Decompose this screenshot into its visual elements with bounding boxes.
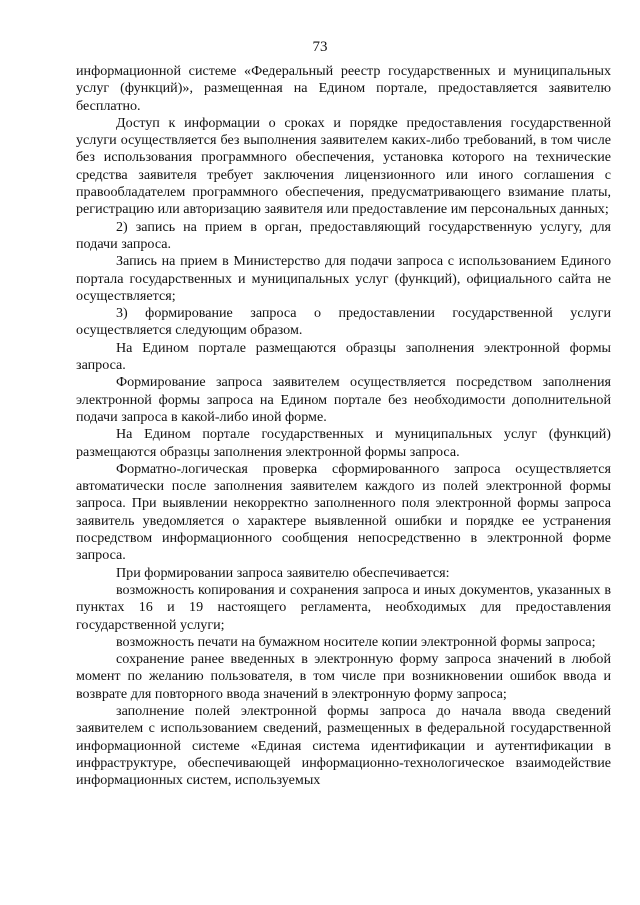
paragraph: заполнение полей электронной формы запроса до начала ввода сведений заявителем с использованием сведений, размещенных в федеральной государственной информационной системе «Единая система идентификации и аутентификации в инфраструктуре, обеспечивающей информационно-технологическое взаимодействие информационных систем, используемых <box>76 702 611 789</box>
paragraph: возможность копирования и сохранения запроса и иных документов, указанных в пунктах 16 и 19 настоящего регламента, необходимых для предоставления государственной услуги; <box>76 581 611 633</box>
page-number: 73 <box>312 39 328 55</box>
paragraph: Формирование запроса заявителем осуществляется посредством заполнения электронной формы запроса на Едином портале без необходимости дополнительной подачи запроса в какой-либо иной форме. <box>76 374 611 425</box>
paragraph: 3) формирование запроса о предоставлении государственной услуги осуществляется следующим образом. <box>76 305 611 339</box>
paragraph: На Едином портале размещаются образцы заполнения электронной формы запроса. <box>76 339 611 374</box>
document-body <box>76 63 611 789</box>
paragraph: сохранение ранее введенных в электронную форму запроса значений в любой момент по желанию пользователя, в том числе при возникновении ошибок ввода и возврате для повторного ввода значений в электронную форму запроса; <box>76 651 611 702</box>
paragraph: возможность печати на бумажном носителе копии электронной формы запроса; <box>116 633 596 650</box>
paragraph: Форматно-логическая проверка сформированного запроса осуществляется автоматически после заполнения заявителем каждого из полей электронной формы запроса. При выявлении некорректно заполненного поля электронной формы запроса заявитель уведомляется о характере выявленной ошибки и порядке ее устранения посредством информационного сообщения непосредственно в электронной форме запроса. <box>76 460 611 564</box>
paragraph: Запись на прием в Министерство для подачи запроса с использованием Единого портала государственных и муниципальных услуг (функций), официального сайта не осуществляется; <box>76 253 611 304</box>
paragraph: Доступ к информации о сроках и порядке предоставления государственной услуги осуществляется без выполнения заявителем каких-либо требований, в том числе без использования программного обеспечения, установка которого на технические средства заявителя требует заключения лицензионного или иного соглашения с правообладателем программного обеспечения, предусматривающего взимание платы, регистрацию или авторизацию заявителя или предоставление им персональных данных; <box>76 114 611 218</box>
paragraph: 2) запись на прием в орган, предоставляющий государственную услугу, для подачи запроса. <box>76 218 611 252</box>
paragraph: информационной системе «Федеральный реестр государственных и муниципальных услуг (функций)», размещенная на Едином портале, предоставляется заявителю бесплатно. <box>76 63 611 114</box>
paragraph: При формировании запроса заявителю обеспечивается: <box>116 564 450 581</box>
paragraph: На Едином портале государственных и муниципальных услуг (функций) размещаются образцы заполнения электронной формы запроса. <box>76 426 611 460</box>
